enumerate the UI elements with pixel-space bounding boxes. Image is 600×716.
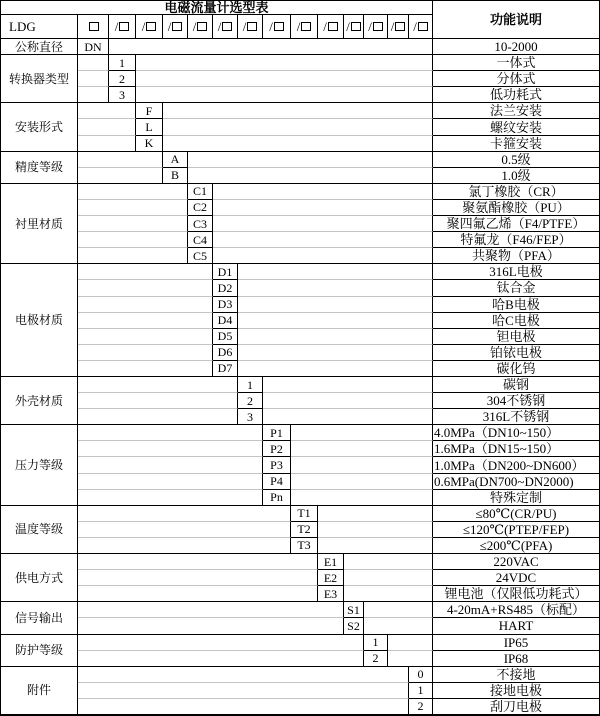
empty-cell (78, 313, 213, 329)
code-cell: P2 (263, 441, 291, 457)
description-cell: 分体式 (433, 71, 599, 87)
empty-cell (78, 506, 291, 522)
description-cell: 碳钢 (433, 377, 599, 393)
empty-cell (213, 200, 433, 216)
empty-cell (291, 441, 433, 457)
empty-cell (364, 602, 433, 618)
code-cell: F (136, 103, 163, 119)
empty-cell (78, 87, 109, 103)
checkbox-icon (301, 22, 311, 31)
code-cell: 3 (238, 409, 263, 425)
code-cell: P1 (263, 425, 291, 441)
empty-cell (78, 441, 263, 457)
description-cell: 1.0MPa（DN200~DN600） (433, 457, 599, 473)
empty-cell (78, 683, 409, 699)
checkbox-icon (351, 22, 361, 31)
description-cell: 特氟龙（F46/FEP） (433, 232, 599, 248)
code-cell: E2 (318, 570, 344, 586)
description-cell: 4-20mA+RS485（标配） (433, 602, 599, 618)
empty-cell (78, 168, 163, 184)
empty-cell (238, 345, 433, 361)
empty-cell (78, 425, 263, 441)
code-placeholder: / (344, 15, 364, 39)
description-cell: 螺纹安装 (433, 119, 599, 135)
checkbox-icon (89, 22, 99, 31)
empty-cell (78, 329, 213, 345)
code-cell: T1 (291, 506, 318, 522)
description-cell: 法兰安装 (433, 103, 599, 119)
empty-cell (78, 345, 213, 361)
description-cell: 10-2000 (433, 39, 599, 55)
empty-cell (344, 586, 433, 602)
empty-cell (78, 667, 409, 683)
empty-cell (364, 618, 433, 634)
section-label: 信号输出 (1, 602, 78, 634)
empty-cell (78, 184, 188, 200)
empty-cell (78, 264, 213, 280)
empty-cell (163, 119, 433, 135)
empty-cell (291, 474, 433, 490)
empty-cell (188, 168, 433, 184)
code-cell: 1 (364, 635, 388, 651)
checkbox-icon (418, 22, 428, 31)
description-cell: 316L不锈钢 (433, 409, 599, 425)
empty-cell (78, 393, 238, 409)
code-cell: DN (78, 39, 109, 55)
section-label: 电极材质 (1, 264, 78, 377)
code-cell: D2 (213, 280, 238, 296)
description-cell: ≤80℃(CR/PU) (433, 506, 599, 522)
empty-cell (78, 457, 263, 473)
model-prefix: LDG (1, 15, 78, 39)
code-cell: D3 (213, 297, 238, 313)
empty-cell (78, 248, 188, 264)
code-cell: 2 (409, 699, 433, 715)
checkbox-icon (172, 22, 182, 31)
description-cell: 哈B电极 (433, 297, 599, 313)
empty-cell (291, 425, 433, 441)
page-title: 电磁流量计选型表 (1, 1, 433, 15)
code-placeholder: / (364, 15, 388, 39)
checkbox-icon (328, 22, 338, 31)
empty-cell (109, 39, 433, 55)
code-cell: D6 (213, 345, 238, 361)
description-cell: IP68 (433, 651, 599, 667)
empty-cell (78, 280, 213, 296)
empty-cell (78, 538, 291, 554)
empty-cell (78, 103, 136, 119)
code-cell: S1 (344, 602, 364, 618)
empty-cell (388, 651, 433, 667)
empty-cell (136, 87, 433, 103)
code-cell: D1 (213, 264, 238, 280)
code-cell: P4 (263, 474, 291, 490)
section-label: 压力等级 (1, 425, 78, 505)
empty-cell (78, 586, 318, 602)
code-cell: 2 (238, 393, 263, 409)
empty-cell (163, 136, 433, 152)
description-cell: 0.5级 (433, 152, 599, 168)
code-cell: 1 (238, 377, 263, 393)
code-cell: B (163, 168, 188, 184)
code-cell: E3 (318, 586, 344, 602)
section-label: 供电方式 (1, 554, 78, 602)
empty-cell (78, 554, 318, 570)
empty-cell (238, 361, 433, 377)
section-label: 转换器类型 (1, 55, 78, 103)
empty-cell (78, 119, 136, 135)
empty-cell (78, 361, 213, 377)
code-cell: D5 (213, 329, 238, 345)
code-cell: T3 (291, 538, 318, 554)
empty-cell (78, 602, 344, 618)
empty-cell (78, 618, 344, 634)
code-cell: L (136, 119, 163, 135)
empty-cell (78, 216, 188, 232)
code-cell: 2 (364, 651, 388, 667)
description-cell: 接地电极 (433, 683, 599, 699)
code-cell: 3 (109, 87, 136, 103)
description-cell: IP65 (433, 635, 599, 651)
checkbox-icon (274, 22, 284, 31)
empty-cell (78, 699, 409, 715)
section-label: 安装形式 (1, 103, 78, 151)
empty-cell (78, 55, 109, 71)
code-placeholder: / (238, 15, 263, 39)
empty-cell (78, 297, 213, 313)
code-placeholder: / (291, 15, 318, 39)
empty-cell (78, 71, 109, 87)
code-cell: Pn (263, 490, 291, 506)
checkbox-icon (222, 22, 232, 31)
empty-cell (263, 409, 433, 425)
empty-cell (213, 216, 433, 232)
code-placeholder: / (409, 15, 433, 39)
checkbox-icon (146, 22, 156, 31)
description-cell: 共聚物（PFA） (433, 248, 599, 264)
description-cell: 卡箍安装 (433, 136, 599, 152)
empty-cell (78, 474, 263, 490)
empty-cell (344, 570, 433, 586)
empty-cell (318, 506, 433, 522)
empty-cell (213, 184, 433, 200)
empty-cell (78, 152, 163, 168)
code-placeholder: / (188, 15, 213, 39)
description-cell: 刮刀电极 (433, 699, 599, 715)
empty-cell (213, 232, 433, 248)
code-cell: 1 (409, 683, 433, 699)
empty-cell (263, 377, 433, 393)
empty-cell (78, 570, 318, 586)
description-cell: ≤120℃(PTEP/FEP) (433, 522, 599, 538)
code-cell: 1 (109, 55, 136, 71)
description-cell: 铂铱电极 (433, 345, 599, 361)
empty-cell (263, 393, 433, 409)
description-cell: 氯丁橡胶（CR） (433, 184, 599, 200)
empty-cell (188, 152, 433, 168)
code-cell: C1 (188, 184, 213, 200)
empty-cell (238, 297, 433, 313)
description-cell: ≤200℃(PFA) (433, 538, 599, 554)
section-label: 公称直径 (1, 39, 78, 55)
empty-cell (78, 409, 238, 425)
section-label: 附件 (1, 667, 78, 715)
code-cell: D4 (213, 313, 238, 329)
description-cell: 一体式 (433, 55, 599, 71)
code-placeholder: / (388, 15, 409, 39)
description-cell: 1.0级 (433, 168, 599, 184)
checkbox-icon (395, 22, 405, 31)
code-cell: C4 (188, 232, 213, 248)
empty-cell (78, 651, 364, 667)
description-cell: 24VDC (433, 570, 599, 586)
empty-cell (238, 313, 433, 329)
description-cell: 1.6MPa（DN15~150） (433, 441, 599, 457)
checkbox-icon (373, 22, 383, 31)
checkbox-icon (119, 22, 129, 31)
description-cell: 220VAC (433, 554, 599, 570)
description-cell: 0.6MPa(DN700~DN2000) (433, 474, 599, 490)
code-cell: 0 (409, 667, 433, 683)
code-placeholder: / (213, 15, 238, 39)
code-cell: C5 (188, 248, 213, 264)
description-cell: HART (433, 618, 599, 634)
empty-cell (238, 264, 433, 280)
description-cell: 聚氨酯橡胶（PU） (433, 200, 599, 216)
section-label: 精度等级 (1, 152, 78, 184)
code-cell: E1 (318, 554, 344, 570)
code-cell: D7 (213, 361, 238, 377)
code-placeholder (78, 15, 109, 39)
code-cell: K (136, 136, 163, 152)
code-placeholder: / (109, 15, 136, 39)
description-cell: 304不锈钢 (433, 393, 599, 409)
description-cell: 钽电极 (433, 329, 599, 345)
description-cell: 4.0MPa（DN10~150） (433, 425, 599, 441)
code-cell: C3 (188, 216, 213, 232)
empty-cell (291, 490, 433, 506)
empty-cell (318, 522, 433, 538)
empty-cell (318, 538, 433, 554)
section-label: 温度等级 (1, 506, 78, 554)
description-cell: 钛合金 (433, 280, 599, 296)
code-cell: P3 (263, 457, 291, 473)
code-placeholder: / (163, 15, 188, 39)
description-cell: 316L电极 (433, 264, 599, 280)
empty-cell (78, 490, 263, 506)
function-column-header: 功能说明 (433, 1, 599, 39)
code-placeholder: / (318, 15, 344, 39)
description-cell: 聚四氟乙烯（F4/PTFE） (433, 216, 599, 232)
checkbox-icon (197, 22, 207, 31)
empty-cell (163, 103, 433, 119)
empty-cell (78, 522, 291, 538)
empty-cell (136, 71, 433, 87)
description-cell: 哈C电极 (433, 313, 599, 329)
code-placeholder: / (136, 15, 163, 39)
empty-cell (78, 377, 238, 393)
empty-cell (213, 248, 433, 264)
empty-cell (78, 136, 136, 152)
empty-cell (238, 329, 433, 345)
code-cell: A (163, 152, 188, 168)
empty-cell (78, 232, 188, 248)
description-cell: 不接地 (433, 667, 599, 683)
description-cell: 特殊定制 (433, 490, 599, 506)
empty-cell (344, 554, 433, 570)
description-cell: 锂电池（仅限低功耗式） (433, 586, 599, 602)
empty-cell (388, 635, 433, 651)
section-label: 外壳材质 (1, 377, 78, 425)
code-cell: C2 (188, 200, 213, 216)
empty-cell (78, 200, 188, 216)
empty-cell (291, 457, 433, 473)
empty-cell (78, 635, 364, 651)
empty-cell (136, 55, 433, 71)
section-label: 防护等级 (1, 635, 78, 667)
code-cell: S2 (344, 618, 364, 634)
description-cell: 低功耗式 (433, 87, 599, 103)
code-cell: 2 (109, 71, 136, 87)
description-cell: 碳化钨 (433, 361, 599, 377)
code-cell: T2 (291, 522, 318, 538)
section-label: 衬里材质 (1, 184, 78, 264)
empty-cell (238, 280, 433, 296)
code-placeholder: / (263, 15, 291, 39)
checkbox-icon (247, 22, 257, 31)
